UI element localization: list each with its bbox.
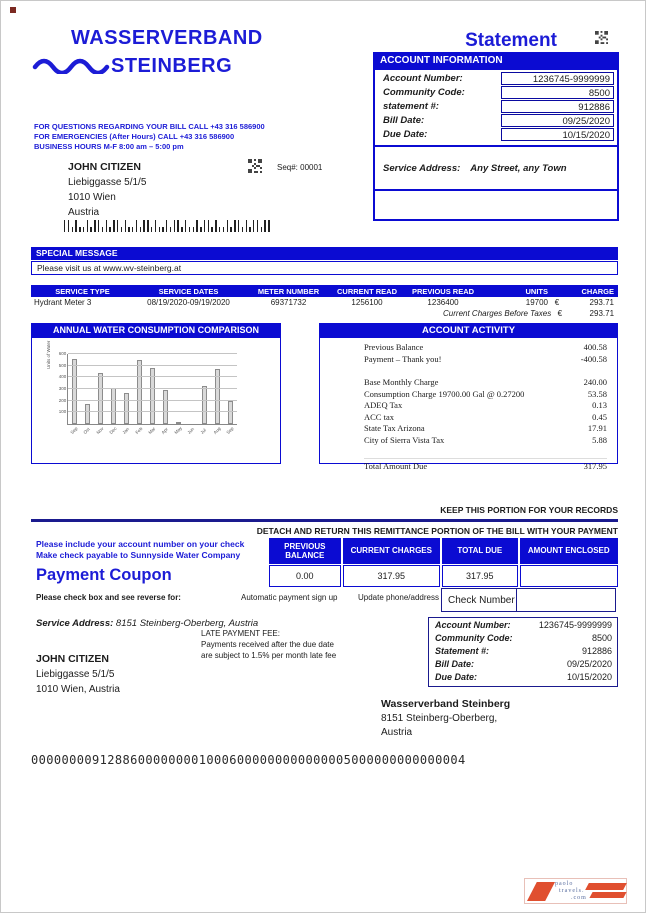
late-fee-notice xyxy=(201,628,336,661)
activity-spacer xyxy=(364,446,607,458)
statement-number-label: statement #: xyxy=(383,101,439,112)
coupon-note1: Please include your account number on your check xyxy=(36,539,245,549)
total-due-value: 317.95 xyxy=(583,461,607,471)
remit-account-row xyxy=(429,633,617,646)
previous-read-value: 1236400 xyxy=(427,298,459,307)
payment-coupon-title: Payment Coupon xyxy=(36,566,172,584)
remit-account-row xyxy=(429,620,617,633)
recipient-address1: Liebiggasse 5/1/5 xyxy=(68,177,147,188)
contact-info xyxy=(34,122,265,152)
contact-line1: FOR QUESTIONS REGARDING YOUR BILL CALL +43 316 586900 xyxy=(34,122,265,131)
col-current-read: CURRENT READ xyxy=(337,286,397,296)
postnet-barcode xyxy=(64,218,289,232)
wave-icon xyxy=(32,58,112,74)
col-current-charges: CURRENT CHARGES xyxy=(343,538,440,564)
late-fee-line2: are subject to 1.5% per month late fee xyxy=(201,651,337,660)
col-total-due: TOTAL DUE xyxy=(442,538,518,564)
activity-label: Consumption Charge 19700.00 Gal @ 0.27200 xyxy=(364,388,525,399)
qr-code-icon xyxy=(248,159,262,173)
statement-number-label: Statement #: xyxy=(435,646,490,656)
remit-account-box xyxy=(428,617,618,687)
service-table-header xyxy=(31,285,618,297)
col-previous-balance: PREVIOUS BALANCE xyxy=(269,538,341,564)
activity-label: Base Monthly Charge xyxy=(364,377,439,387)
service-address-label: Service Address: xyxy=(383,163,461,174)
charge-value: 293.71 xyxy=(589,298,614,307)
watermark-text2: travels. xyxy=(559,888,585,894)
service-table-subtotal xyxy=(31,309,618,318)
due-date-value: 10/15/2020 xyxy=(566,672,612,682)
contact-line3: BUSINESS HOURS M-F 8:00 am – 5:00 pm xyxy=(34,142,184,151)
account-info-rows xyxy=(375,70,617,142)
chart-title: ANNUAL WATER CONSUMPTION COMPARISON xyxy=(32,324,280,338)
account-info-row xyxy=(375,72,617,86)
corner-mark xyxy=(10,7,16,13)
service-address-section xyxy=(375,145,617,191)
remit-recipient-address2: 1010 Wien, Austria xyxy=(36,684,120,695)
recipient-address2: 1010 Wien xyxy=(68,192,116,203)
col-meter-number: METER NUMBER xyxy=(257,286,320,296)
activity-label: Previous Balance xyxy=(364,342,424,352)
logo-line2: STEINBERG xyxy=(111,55,233,77)
subtotal-label: Current Charges Before Taxes xyxy=(443,309,552,318)
special-message-header: SPECIAL MESSAGE xyxy=(31,247,618,260)
watermark-shape-icon xyxy=(527,882,555,901)
service-address-value: Any Street, any Town xyxy=(470,163,567,174)
contact-line2: FOR EMERGENCIES (After Hours) CALL +43 316 586900 xyxy=(34,132,235,141)
bill-date-label: Bill Date: xyxy=(435,659,475,669)
account-number-value: 1236745-9999999 xyxy=(538,620,612,630)
due-date-label: Due Date: xyxy=(435,672,478,682)
activity-value: 5.88 xyxy=(592,434,607,445)
qr-code-icon xyxy=(595,31,608,44)
remittance-table-values xyxy=(269,565,618,587)
activity-total-row xyxy=(364,458,607,470)
watermark-stripe-icon xyxy=(589,892,626,898)
due-date-value: 10/15/2020 xyxy=(501,128,614,141)
chart-xlabels: Sep Oct Nov Dec Jan Feb Mar Apr May Jun Jul Aug Sep xyxy=(68,425,235,436)
account-number-label: Account Number: xyxy=(435,620,511,630)
recipient-address3: Austria xyxy=(68,207,100,218)
account-info-box xyxy=(373,52,619,221)
recipient-name: JOHN CITIZEN xyxy=(68,161,141,173)
activity-label: State Tax Arizona xyxy=(364,423,425,433)
activity-value: 240.00 xyxy=(583,377,607,387)
remit-account-row xyxy=(429,659,617,672)
option-update-phone: Update phone/address xyxy=(358,593,439,602)
activity-row xyxy=(364,389,607,401)
account-info-header: ACCOUNT INFORMATION xyxy=(375,54,617,70)
remit-account-row xyxy=(429,646,617,659)
remit-account-row xyxy=(429,672,617,685)
watermark-stripe-icon xyxy=(585,883,627,890)
activity-row xyxy=(364,412,607,424)
activity-spacer xyxy=(364,365,607,377)
activity-value: -400.58 xyxy=(580,353,607,364)
community-code-label: Community Code: xyxy=(435,633,513,643)
meter-number-value: 69371732 xyxy=(270,298,307,307)
activity-value: 400.58 xyxy=(583,342,607,352)
activity-row xyxy=(364,377,607,389)
community-code-label: Community Code: xyxy=(383,87,465,98)
statement-number-value: 912886 xyxy=(501,100,614,113)
due-date-label: Due Date: xyxy=(383,129,428,140)
remit-service-address-label: Service Address: xyxy=(36,618,114,629)
company-name: Wasserverband Steinberg xyxy=(381,698,511,710)
current-read-value: 1256100 xyxy=(351,298,383,307)
col-service-type: SERVICE TYPE xyxy=(55,286,110,296)
sequence-number: Seq#: 00001 xyxy=(277,163,323,172)
account-info-row xyxy=(375,114,617,128)
account-number-label: Account Number: xyxy=(383,73,463,84)
activity-value: 53.58 xyxy=(587,388,607,399)
chart-plot-area: 100 200 300 400 500 600 xyxy=(67,354,237,425)
late-fee-title: LATE PAYMENT FEE: xyxy=(201,629,280,638)
account-activity-rows xyxy=(320,338,617,470)
units-value: 19700 xyxy=(525,298,548,307)
col-previous-read: PREVIOUS READ xyxy=(411,286,475,296)
watermark-text xyxy=(555,881,587,902)
activity-label: ACC tax xyxy=(364,411,394,422)
activity-value: 17.91 xyxy=(587,423,607,433)
total-due-label: Total Amount Due xyxy=(364,461,428,471)
col-units: UNITS xyxy=(525,286,548,296)
checkbox-instruction: Please check box and see reverse for: xyxy=(36,593,181,602)
consumption-chart-box xyxy=(31,323,281,464)
account-number-value: 1236745-9999999 xyxy=(501,72,614,85)
total-due-value: 317.95 xyxy=(442,565,518,587)
activity-label: Payment – Thank you! xyxy=(364,353,442,364)
activity-label: ADEQ Tax xyxy=(364,400,403,410)
service-table-row xyxy=(31,298,618,307)
special-message-text: Please visit us at www.wv-steinberg.at xyxy=(31,261,618,275)
col-charge: CHARGE xyxy=(581,286,614,296)
remit-service-address-value: 8151 Steinberg-Oberberg, Austria xyxy=(113,618,259,629)
page-title: Statement xyxy=(465,30,557,51)
account-info-row xyxy=(375,100,617,114)
check-number-label: Check Number xyxy=(441,588,517,612)
remit-recipient-address1: Liebiggasse 5/1/5 xyxy=(36,669,115,680)
company-address2: Austria xyxy=(381,727,413,738)
account-activity-box xyxy=(319,323,618,471)
detach-instruction: DETACH AND RETURN THIS REMITTANCE PORTION OF THE BILL WITH YOUR PAYMENT xyxy=(256,526,618,536)
account-info-row xyxy=(375,128,617,142)
remit-recipient-name: JOHN CITIZEN xyxy=(36,653,109,665)
service-dates-value: 08/19/2020-09/19/2020 xyxy=(147,298,230,307)
remittance-table-header xyxy=(269,538,618,564)
bill-date-value: 09/25/2020 xyxy=(501,114,614,127)
check-number-field xyxy=(517,588,616,612)
currency-symbol: € xyxy=(554,298,560,307)
watermark-logo xyxy=(524,878,627,904)
ocr-scan-line: 000000009128860000000010006000000000000005000000000000004 xyxy=(31,753,466,767)
late-fee-line1: Payments received after the due date xyxy=(201,640,334,649)
account-activity-header: ACCOUNT ACTIVITY xyxy=(320,324,617,338)
coupon-note2: Make check payable to Sunnyside Water Company xyxy=(36,550,241,560)
bill-date-label: Bill Date: xyxy=(383,115,425,126)
logo-line1: WASSERVERBAND xyxy=(71,27,263,49)
activity-row xyxy=(364,400,607,412)
activity-value: 0.45 xyxy=(592,411,607,422)
activity-row xyxy=(364,423,607,435)
previous-balance-value: 0.00 xyxy=(269,565,341,587)
currency-symbol: € xyxy=(557,309,563,318)
amount-enclosed-field xyxy=(520,565,618,587)
community-code-value: 8500 xyxy=(501,86,614,99)
activity-row xyxy=(364,435,607,447)
watermark-text1: paolo xyxy=(555,881,574,887)
subtotal-value: 293.71 xyxy=(589,309,615,318)
community-code-value: 8500 xyxy=(591,633,612,643)
activity-label: City of Sierra Vista Tax xyxy=(364,434,445,445)
account-info-row xyxy=(375,86,617,100)
col-service-dates: SERVICE DATES xyxy=(158,286,219,296)
activity-row xyxy=(364,354,607,366)
option-auto-payment: Automatic payment sign up xyxy=(241,593,338,602)
current-charges-value: 317.95 xyxy=(343,565,440,587)
watermark-text3: .com xyxy=(571,895,587,901)
company-address1: 8151 Steinberg-Oberberg, xyxy=(381,713,498,724)
service-type-value: Hydrant Meter 3 xyxy=(34,298,92,307)
statement-number-value: 912886 xyxy=(581,646,612,656)
activity-row xyxy=(364,342,607,354)
col-amount-enclosed: AMOUNT ENCLOSED xyxy=(520,538,618,564)
keep-portion-note: KEEP THIS PORTION FOR YOUR RECORDS xyxy=(440,505,618,515)
activity-value: 0.13 xyxy=(592,400,607,410)
detach-divider xyxy=(31,519,618,522)
chart-y-axis-label: Units of Water xyxy=(46,340,51,369)
bill-date-value: 09/25/2020 xyxy=(566,659,612,669)
